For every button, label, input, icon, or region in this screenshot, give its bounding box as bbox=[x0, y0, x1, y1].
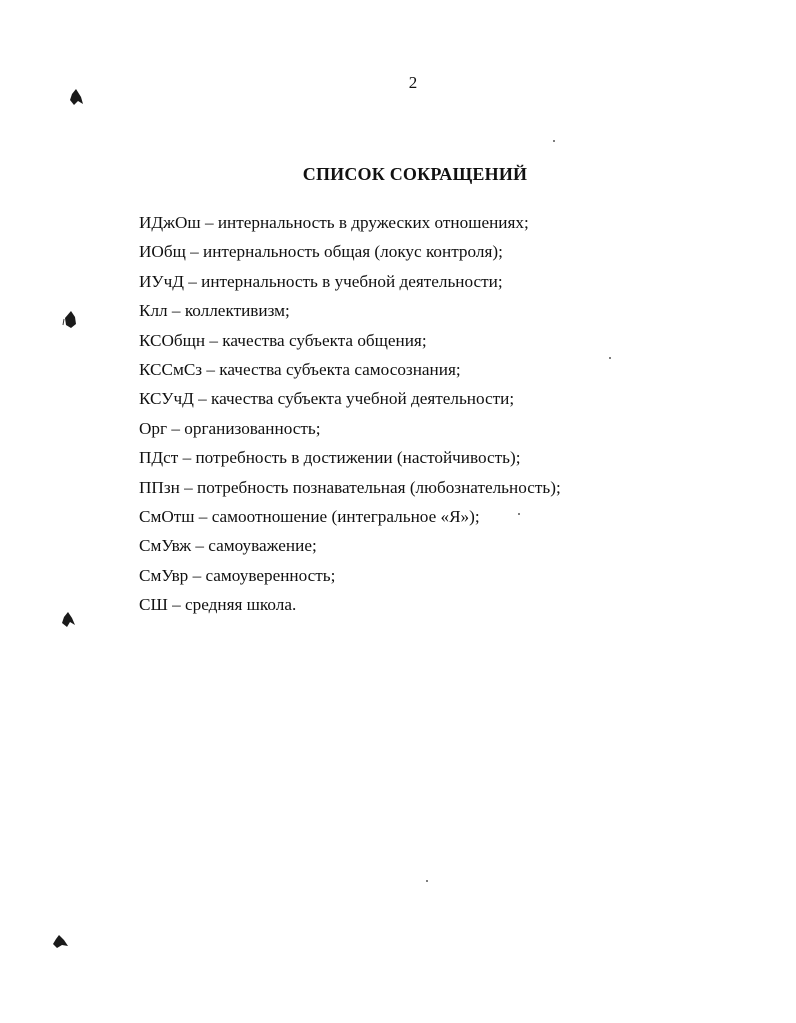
abbreviation-meaning: коллективизм; bbox=[184, 301, 290, 321]
list-item bbox=[139, 237, 561, 266]
abbreviation: ИДжОш bbox=[139, 213, 201, 232]
abbreviation-meaning: интернальность в дружеских отношениях; bbox=[217, 213, 529, 232]
abbreviation: КСОбщн bbox=[139, 330, 206, 350]
abbreviation-meaning: интернальность общая (локус контроля); bbox=[203, 242, 503, 262]
list-item bbox=[139, 502, 561, 531]
abbreviation-meaning: самоуверенность; bbox=[205, 565, 336, 585]
separator: – bbox=[183, 271, 202, 291]
scan-speck bbox=[609, 357, 611, 359]
list-item bbox=[139, 590, 561, 619]
abbreviation-meaning: интернальность в учебной деятельности; bbox=[201, 271, 503, 291]
scan-speck bbox=[518, 513, 520, 515]
separator: – bbox=[167, 418, 185, 438]
separator: – bbox=[191, 536, 209, 556]
abbreviation: СмУвж bbox=[139, 536, 192, 556]
abbreviation-meaning: самоотношение (интегральное «Я»); bbox=[211, 506, 480, 526]
abbreviation: СШ bbox=[139, 595, 168, 615]
hole-punch-mark-icon bbox=[60, 610, 76, 630]
separator: – bbox=[185, 242, 203, 262]
abbreviation: СмОтш bbox=[139, 506, 195, 526]
abbreviation: Орг bbox=[139, 418, 168, 438]
list-item bbox=[139, 296, 561, 325]
scan-speck bbox=[553, 140, 555, 142]
list-item bbox=[139, 414, 561, 443]
abbreviation-list bbox=[139, 208, 561, 619]
hole-punch-mark-icon bbox=[62, 310, 78, 330]
abbreviation-meaning: качества субъекта самосознания; bbox=[219, 359, 461, 379]
separator: – bbox=[193, 389, 211, 409]
abbreviation-meaning: организованность; bbox=[184, 418, 321, 438]
abbreviation-meaning: самоуважение; bbox=[208, 536, 317, 556]
abbreviation: ИУчД bbox=[139, 271, 184, 291]
abbreviation: Клл bbox=[139, 301, 168, 321]
abbreviation-meaning: качества субъекта учебной деятельности; bbox=[211, 389, 515, 409]
separator: – bbox=[194, 506, 212, 526]
list-item bbox=[139, 384, 561, 413]
list-item bbox=[139, 208, 561, 237]
list-item bbox=[139, 326, 561, 355]
abbreviation-meaning: качества субъекта общения; bbox=[222, 330, 427, 350]
separator: – bbox=[188, 565, 206, 585]
abbreviation: ИОбщ bbox=[139, 242, 186, 262]
list-item bbox=[139, 355, 561, 384]
abbreviation-meaning: потребность познавательная (любознательность); bbox=[197, 477, 561, 497]
separator: – bbox=[167, 595, 185, 615]
abbreviation: КСУчД bbox=[139, 389, 194, 409]
abbreviation: СмУвр bbox=[139, 565, 189, 585]
list-item bbox=[139, 473, 561, 502]
hole-punch-mark-icon bbox=[68, 88, 84, 108]
list-item bbox=[139, 561, 561, 590]
separator: – bbox=[167, 301, 185, 321]
abbreviation: ПДст bbox=[139, 448, 179, 468]
abbreviation-meaning: потребность в достижении (настойчивость); bbox=[195, 448, 521, 468]
abbreviation: КССмСз bbox=[139, 359, 203, 379]
abbreviation: ППзн bbox=[139, 477, 180, 497]
list-item bbox=[139, 531, 561, 560]
scan-speck bbox=[426, 880, 428, 882]
page-number: 2 bbox=[408, 73, 418, 92]
page-title: СПИСОК СОКРАЩЕНИЙ bbox=[302, 164, 528, 184]
separator: – bbox=[202, 359, 220, 379]
separator: – bbox=[178, 448, 196, 468]
separator: – bbox=[200, 213, 218, 232]
abbreviation-meaning: средняя школа. bbox=[185, 595, 297, 615]
separator: – bbox=[205, 330, 223, 350]
list-item bbox=[139, 443, 561, 472]
separator: – bbox=[179, 477, 197, 497]
list-item bbox=[139, 267, 561, 296]
hole-punch-mark-icon bbox=[52, 932, 68, 952]
